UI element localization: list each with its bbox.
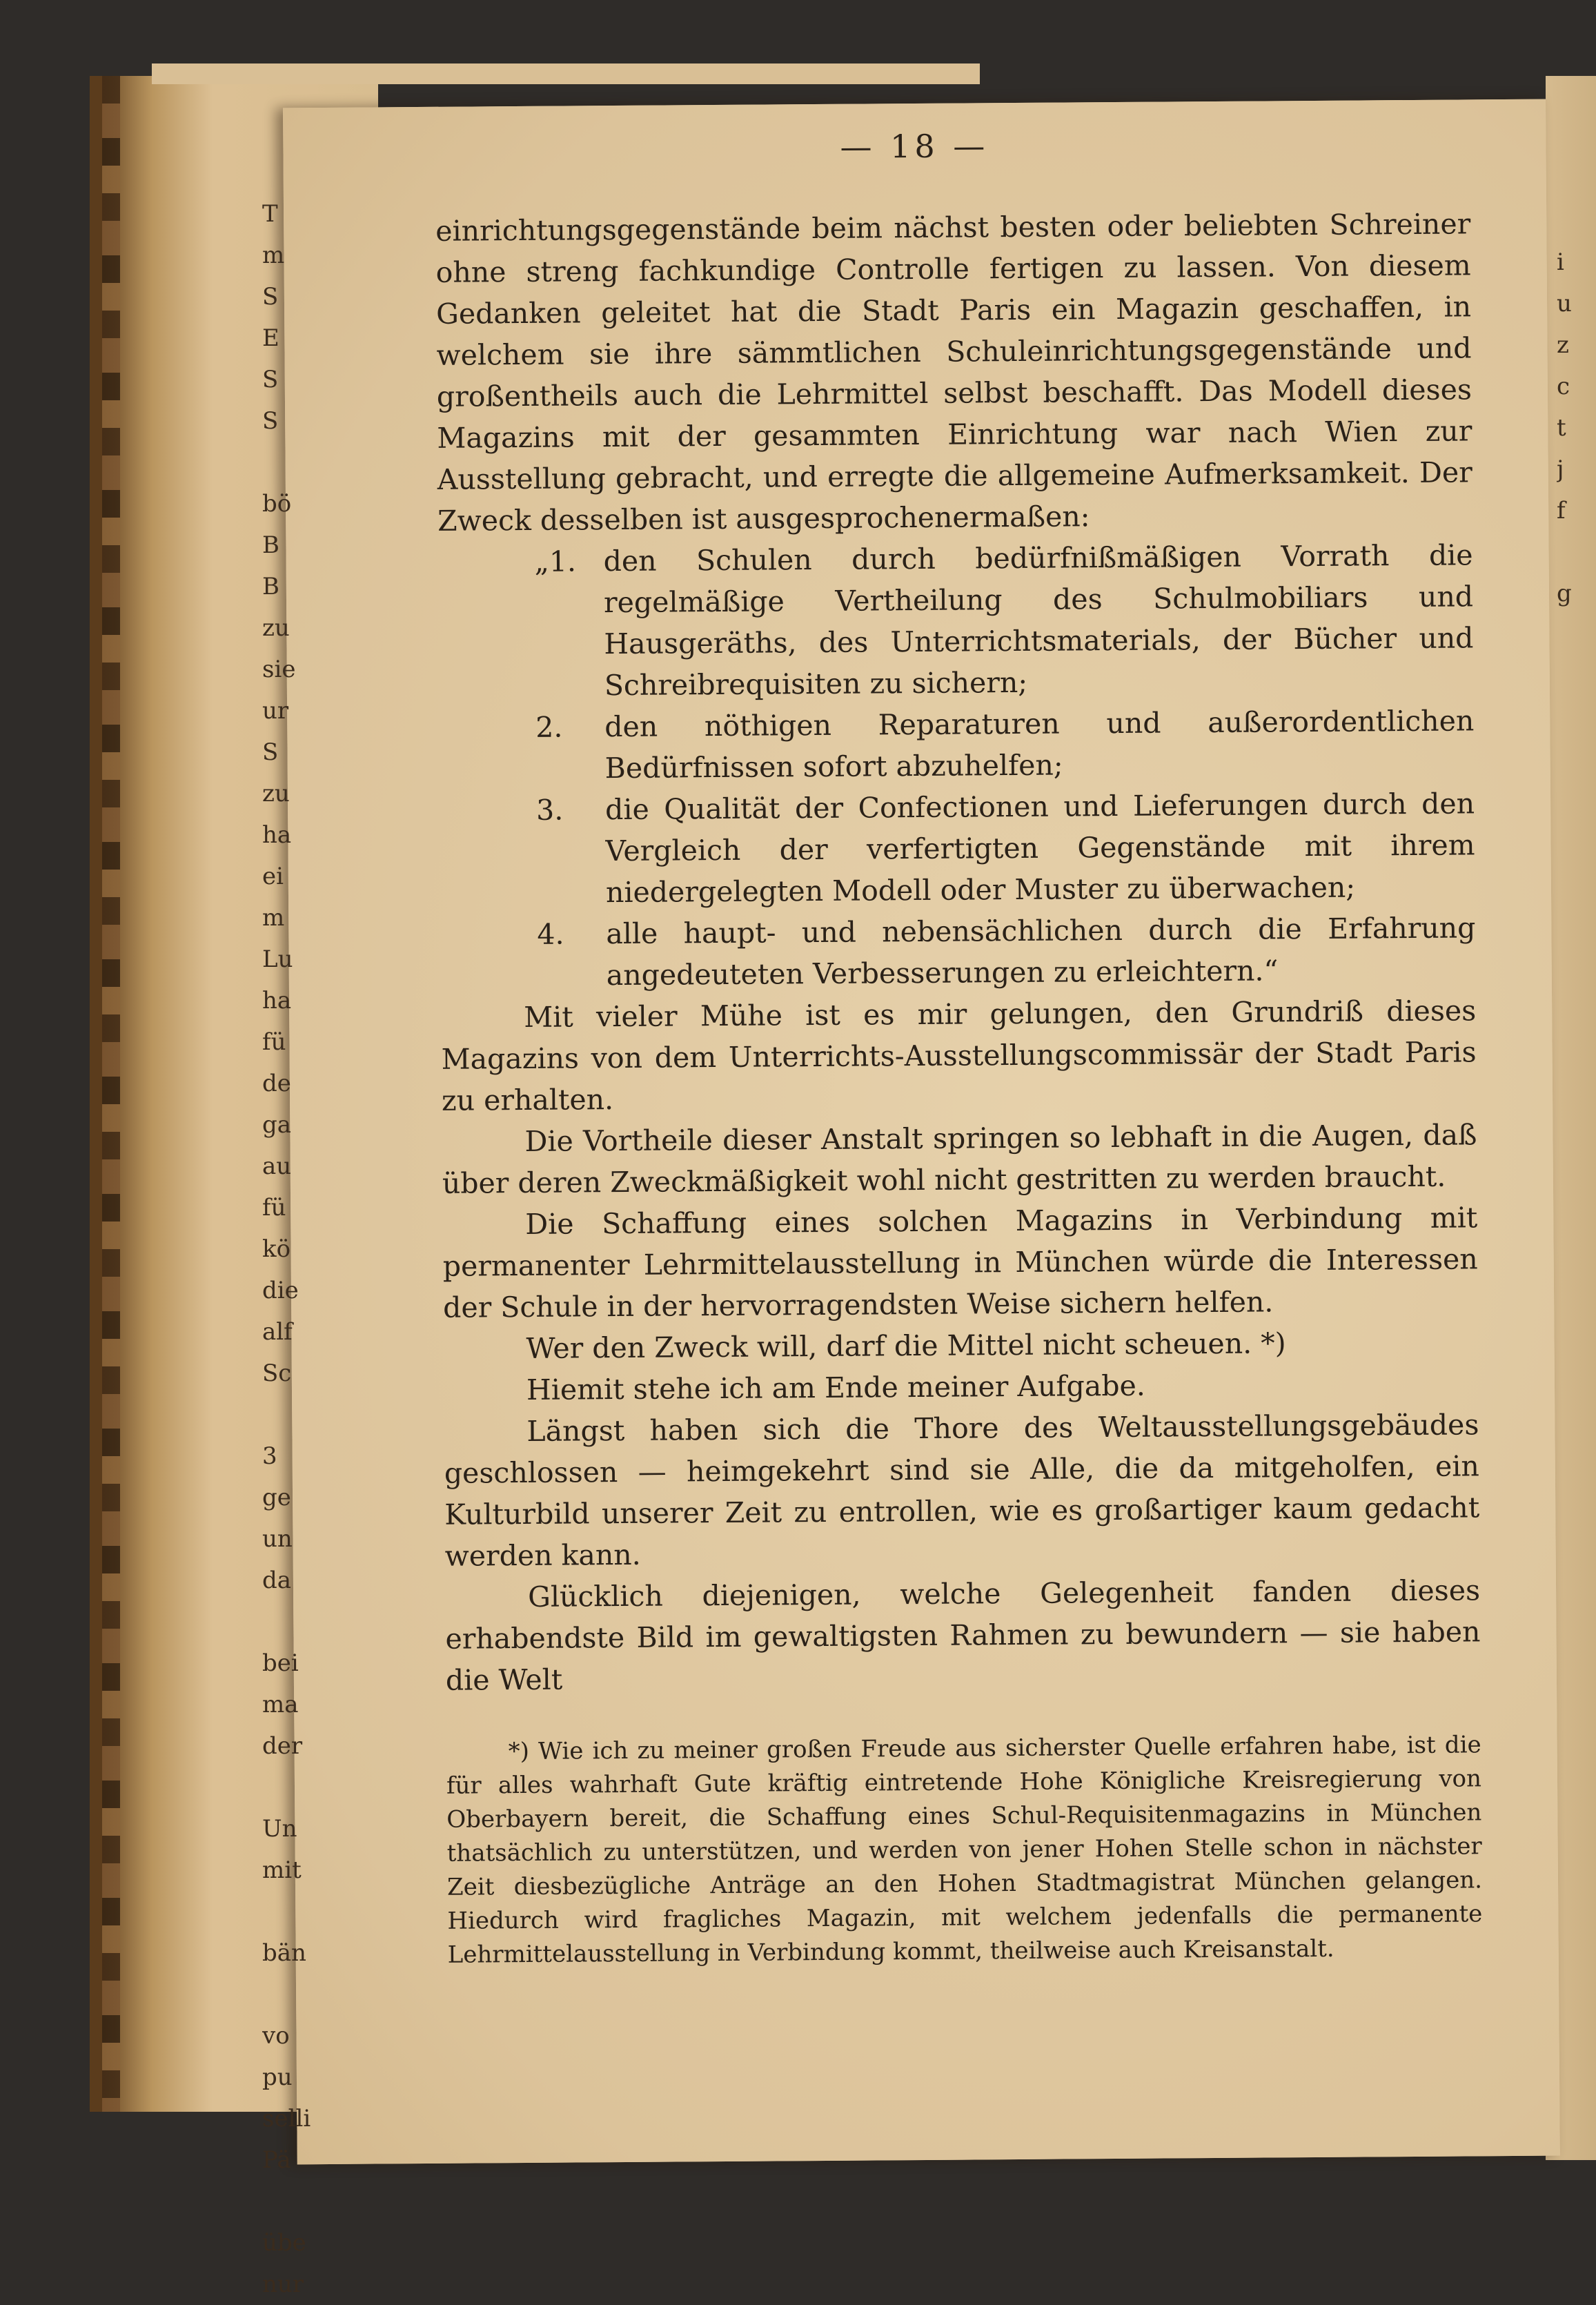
left-fragment: übe: [262, 2229, 306, 2257]
left-fragment: de: [262, 1070, 291, 1097]
right-fragment: f: [1557, 497, 1566, 524]
right-fragment: u: [1557, 290, 1572, 317]
left-fragment: S: [262, 366, 279, 393]
left-fragment: [262, 2181, 311, 2222]
left-fragment: T: [262, 200, 278, 228]
left-fragment: ha: [262, 987, 292, 1014]
right-fragment: j: [1557, 455, 1564, 483]
paragraph: Glücklich diejenigen, welche Gelegenheit fanden dieses erhabendste Bild im gewaltigsten Rahmen zu bewundern — sie haben die Welt: [445, 1573, 1481, 1697]
left-fragment: B: [262, 573, 279, 600]
left-fragment: [262, 442, 311, 483]
main-text: [435, 203, 1481, 1700]
left-fragment: B: [262, 531, 279, 559]
left-fragment: E: [262, 324, 279, 352]
paragraph: Die Vortheile dieser Anstalt springen so lebhaft in die Augen, daß über deren Zweckmäßigkeit wohl nicht gestritten zu werden braucht.: [442, 1118, 1477, 1200]
purpose-list: [437, 534, 1476, 997]
footnote: [446, 1728, 1482, 1972]
book-page: [283, 99, 1560, 2165]
left-fragment: zu: [262, 780, 290, 807]
book-spine-edge: [102, 76, 120, 2112]
list-item: 4. alle haupt- und nebensächlichen durch die Erfahrung angedeuteten Verbesserungen zu erleichtern.“: [537, 911, 1476, 992]
list-item: „1. den Schulen durch bedürfnißmäßigen Vorrath die regelmäßige Vertheilung des Schulmobiliars und Hausgeräths, des Unterrichtsmaterials, der Bücher und Schreibrequisiten zu sichern;: [534, 538, 1474, 703]
left-fragment: vo: [262, 2022, 290, 2050]
paragraph: Hiemit stehe ich am Ende meiner Aufgabe.: [526, 1369, 1145, 1406]
right-fragment: [1557, 531, 1591, 573]
left-fragment: [262, 1891, 311, 1932]
left-fragment: bän: [262, 1939, 306, 1967]
paragraph: Längst haben sich die Thore des Weltausstellungsgebäudes geschlossen — heimgekehrt sind sie Alle, die da mitgeholfen, ein Kulturbild unserer Zeit zu entrollen, wie es großartiger kaum gedacht werden kann.: [444, 1408, 1480, 1573]
right-edge-fragments: [1557, 242, 1591, 614]
left-fragment: mit: [262, 1856, 302, 1884]
left-fragment: Un: [262, 1815, 297, 1843]
left-fragment: un: [262, 1525, 293, 1553]
left-fragment: ha: [262, 821, 292, 849]
right-fragment: z: [1557, 331, 1569, 359]
left-fragment: ga: [262, 1111, 292, 1139]
top-sheet-edge: [152, 63, 980, 84]
left-fragment: selli: [262, 2105, 311, 2132]
left-fragment: Sc: [262, 1360, 292, 1387]
left-fragment: sie: [262, 656, 296, 683]
left-fragment: fü: [262, 1194, 286, 1222]
left-fragment: ge: [262, 1484, 291, 1511]
left-fragment: m: [262, 904, 285, 932]
left-fragment: bö: [262, 490, 292, 518]
right-fragment: g: [1557, 580, 1572, 607]
left-fragment: [262, 1974, 311, 2015]
left-fragment: Pä: [262, 2146, 291, 2174]
left-fragment: S: [262, 738, 279, 766]
paragraph: Mit vieler Mühe ist es mir gelungen, den Grundriß dieses Magazins von dem Unterrichts-Ausstellungscommissär der Stadt Paris zu erhalten.: [441, 994, 1477, 1117]
left-fragment: ur: [262, 697, 289, 725]
left-fragment: alf: [262, 1318, 293, 1346]
left-fragment: ei: [262, 863, 284, 890]
left-fragment: au: [262, 1152, 292, 1180]
left-fragment: bei: [262, 1649, 299, 1677]
left-fragment: zu: [262, 614, 290, 642]
left-fragment: pu: [262, 2063, 293, 2091]
left-fragment: da: [262, 1567, 292, 1594]
right-fragment: t: [1557, 414, 1566, 442]
left-fragment: Lu: [262, 945, 293, 973]
left-fragment: S: [262, 407, 279, 435]
left-fragment: [262, 1394, 311, 1435]
footnote-text: *) Wie ich zu meiner großen Freude aus sicherster Quelle erfahren habe, ist die für alles wahrhaft Gute kräftig eintretende Hohe Königliche Kreisregierung von Oberbayern bereit, die Schaffung eines Schul-Requisitenmagazins in München thatsächlich zu unterstützen, und werden von jener Hohen Stelle schon in nächster Zeit diesbezügliche Anträge an den Hohen Stadtmagistrat München gelangen. Hiedurch wird fragliches Magazin, mit welchem jedenfalls die permanente Lehrmittelausstellung in Verbindung kommt, theilweise auch Kreisanstalt.: [446, 1731, 1483, 1969]
left-fragment: [262, 1601, 311, 1642]
right-fragment: i: [1557, 248, 1564, 276]
list-item: 2. den nöthigen Reparaturen und außerordentlichen Bedürfnissen sofort abzuhelfen;: [535, 704, 1475, 785]
left-fragment: [262, 1767, 311, 1808]
left-fragment: die: [262, 1277, 299, 1304]
left-fragment: m: [262, 242, 285, 269]
left-fragment: ma: [262, 1691, 299, 1718]
left-fragment: kö: [262, 1235, 291, 1263]
left-fragment: 3: [262, 1442, 277, 1470]
left-fragment: S: [262, 283, 279, 311]
paragraph: Wer den Zweck will, darf die Mittel nicht scheuen. *): [526, 1326, 1286, 1365]
left-fragment: der: [262, 1732, 303, 1760]
page-number: — 18 —: [840, 127, 989, 166]
paragraph-intro: einrichtungsgegenstände beim nächst besten oder beliebten Schreiner ohne streng fachkundige Controlle fertigen zu lassen. Von diesem Gedanken geleitet hat die Stadt Paris ein Magazin geschaffen, in welchem sie ihre sämmtlichen Schuleinrichtungsgegenstände und großentheils auch die Lehrmittel selbst beschafft. Das Modell dieses Magazins mit der gesammten Einrichtung war nach Wien zur Ausstellung gebracht, und erregte die allgemeine Aufmerksamkeit. Der Zweck desselben ist ausgesprochenermaßen:: [435, 207, 1472, 538]
left-page-fragments: [262, 193, 311, 2305]
paragraph: Die Schaffung eines solchen Magazins in Verbindung mit permanenter Lehrmittelausstellung in München würde die Interessen der Schule in der hervorragendsten Weise sichern helfen.: [442, 1201, 1478, 1324]
list-item: 3. die Qualität der Confectionen und Lieferungen durch den Vergleich der verfertigten Gegenstände mit ihrem niedergelegten Modell oder Muster zu überwachen;: [535, 787, 1475, 910]
right-fragment: c: [1557, 373, 1570, 400]
left-fragment: fü: [262, 1028, 286, 1056]
left-fragment: nur: [262, 2270, 304, 2298]
